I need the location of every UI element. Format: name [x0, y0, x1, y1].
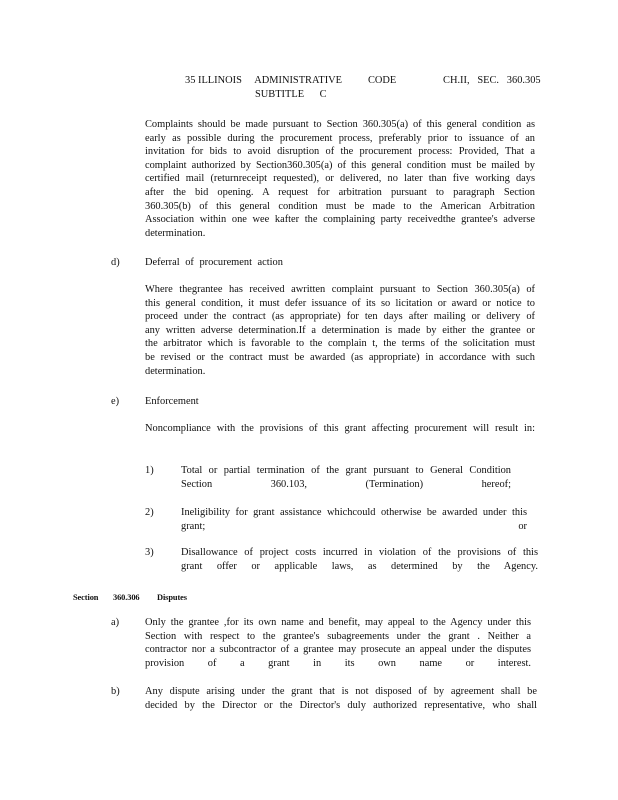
item-e-sub2-label: 2) [145, 507, 154, 518]
item-e-sub3-label: 3) [145, 547, 154, 558]
item-d-text: Where thegrantee has received awritten complaint pursuant to Section 360.305(a) of this general condition, it must defer issuance of its so licitation or award or notice to proceed under the contract (as appropriate) for ten days after mailing or delivery of any written adverse determination.If a determination is made by either the grantee or the arbitrator which is favorable to the complain t, the terms of the solicitation must be revised or the contract must be awarded (as appropriate) in accordance with such determination. [145, 284, 535, 377]
item-e-sub1-label: 1) [145, 465, 154, 476]
item-e-heading: Enforcement [145, 396, 199, 407]
item-e-label: e) [111, 396, 120, 407]
intro-paragraph: Complaints should be made pursuant to Section 360.305(a) of this general condition as early as possible during the procurement process, preferably prior to issuance of an invitation for bids to avoid disruption of the procurement process: Provided, That a complaint authorized by Section360.305(a) of this general condition must be mailed by certified mail (returnreceipt requested), or delivered, no later than five working days after the bid opening. A request for arbitration pursuant to paragraph Section 360.305(b) of this general condition must be made to the American Arbitration Association within one wee kafter the complaining party receivedthe grantee's adverse determination. [145, 119, 535, 239]
section-label: Section [73, 593, 99, 602]
item-d-heading: Deferral of procurement action [145, 257, 283, 268]
page-header [185, 74, 545, 101]
header-title-line1: 35 ILLINOIS ADMINISTRATIVE CODE CH.II, SEC. 360.305 [185, 75, 541, 86]
item-e-text: Noncompliance with the provisions of this grant affecting procurement will result in: [145, 423, 535, 434]
item-e-sub2-text: Ineligibility for grant assistance whichcould otherwise be awarded under this grant; or [181, 507, 527, 532]
item-e-sub1-text: Total or partial termination of the grant pursuant to General Condition Section 360.103, (Termination) hereof; [181, 465, 511, 490]
section-item-a-text: Only the grantee ,for its own name and benefit, may appeal to the Agency under this Section with respect to the grantee's subagreements under the grant . Neither a contractor nor a subcontractor of a grantee may prosecute an appeal under the disputes provision of a grant in its own name or interest. [145, 617, 531, 669]
item-e-sub3-text: Disallowance of project costs incurred in violation of the provisions of this grant offer or applicable laws, as determined by the Agency. [181, 547, 538, 572]
section-item-b-label: b) [111, 686, 120, 697]
section-number: 360.306 [113, 593, 140, 602]
section-item-a-label: a) [111, 617, 120, 628]
item-d-label: d) [111, 257, 120, 268]
header-title-line2: SUBTITLE C [255, 88, 327, 100]
section-title: Disputes [157, 593, 187, 602]
section-item-b-text: Any dispute arising under the grant that is not disposed of by agreement shall be decided by the Director or the Director's duly authorized representative, who shall [145, 686, 537, 711]
